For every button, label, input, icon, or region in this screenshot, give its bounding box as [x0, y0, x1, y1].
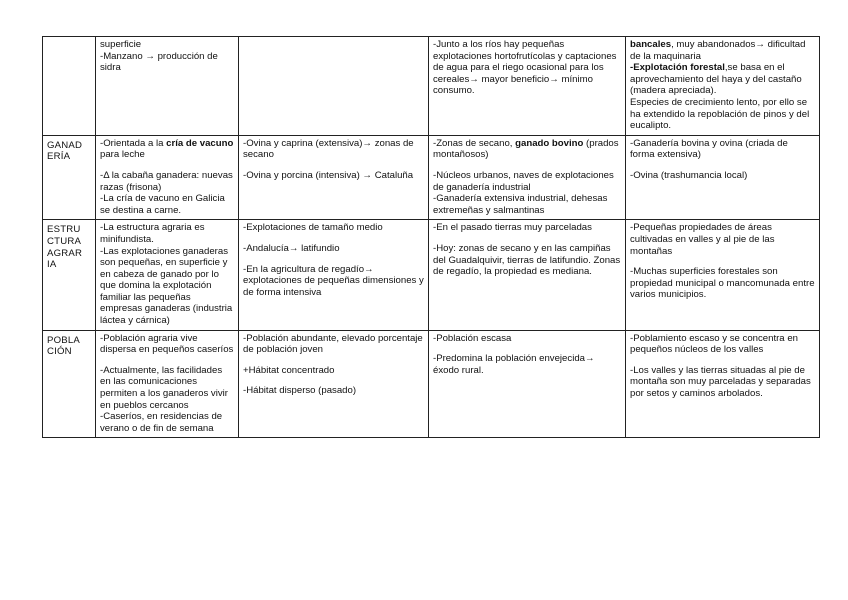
cell-text: -Andalucía→ latifundio: [243, 242, 340, 254]
cell-text: -Pequeñas propiedades de áreas cultivadas en valles y al pie de las montañas: [630, 222, 775, 257]
bold-emphasis: cría de vacuno: [166, 137, 234, 149]
cell-text: -Hábitat disperso (pasado): [243, 385, 357, 397]
cell-text: +Hábitat concentrado: [243, 364, 335, 376]
cell-text: -Actualmente, las facilidades en las comunicaciones permiten a los ganaderos vivir en pueblos cercanos: [100, 364, 228, 411]
cell-text: -Orientada a la cría de vacuno para leche: [100, 137, 234, 161]
cell-text: -Junto a los ríos hay pequeñas explotaciones hortofrutícolas y captaciones de agua para el riego ocasional para los cereales→ mayor beneficio→ mínimo consumo.: [433, 39, 617, 97]
cell-text: -Ovina (trashumancia local): [630, 169, 748, 181]
cell-text: -Ovina y porcina (intensiva) → Cataluña: [243, 169, 414, 181]
cell-text: -Hoy: zonas de secano y en las campiñas del Guadalquivir, tierras de latifundio. Zonas de regadío, la propiedad es mediana.: [433, 242, 621, 278]
comparison-table: [42, 36, 820, 438]
table-row-estructura-agraria: [43, 220, 820, 330]
cell-text: -Las explotaciones ganaderas son pequeñas, en superficie y en cabeza de ganado por lo que domina la explotación familiar las pequeñas empresas ganaderas (industria láctea y cárnica): [100, 245, 233, 327]
row-label-cell: [43, 37, 96, 136]
table-cell: [626, 220, 820, 330]
table-row-ganaderia: [43, 135, 820, 220]
cell-text: superficie: [100, 39, 142, 50]
cell-text: -Los valles y las tierras situadas al pie de montaña son muy parceladas y separadas por setos y caminos arbolados.: [630, 364, 811, 400]
cell-text: Especies de crecimiento lento, por ello se ha extendido la repoblación de pinos y del eucalipto.: [630, 96, 810, 132]
bold-emphasis: bancales: [630, 39, 672, 50]
cell-text: -La estructura agraria es minifundista.: [100, 222, 205, 245]
table-cell: [626, 330, 820, 438]
cell-text: -Ovina y caprina (extensiva)→ zonas de secano: [243, 137, 414, 161]
bold-emphasis: -Explotación forestal: [630, 62, 725, 74]
table-cell: [239, 220, 429, 330]
table-cell: [96, 135, 239, 220]
table-cell: [429, 330, 626, 438]
cell-text: -Ganadería extensiva industrial, dehesas extremeñas y salmantinas: [433, 193, 608, 216]
table-cell: [429, 37, 626, 136]
cell-text: -Núcleos urbanos, naves de explotaciones de ganadería industrial: [433, 169, 614, 193]
table-cell: [96, 330, 239, 438]
table-cell: [96, 220, 239, 330]
cell-text: -Zonas de secano, ganado bovino (prados montañosos): [433, 137, 619, 161]
table-cell: [429, 135, 626, 220]
cell-text: -En la agricultura de regadío→ explotaciones de pequeñas dimensiones y de forma intensiva: [243, 263, 424, 298]
bold-emphasis: ganado bovino: [515, 137, 584, 149]
cell-text: bancales, muy abandonados→ dificultad de la maquinaria: [630, 39, 806, 62]
row-label-estructura-agraria: ESTRU CTURA AGRAR IA: [43, 220, 96, 330]
table-cell: [239, 135, 429, 220]
cell-text: -En el pasado tierras muy parceladas: [433, 222, 592, 234]
cell-text: -Población abundante, elevado porcentaje de población joven: [243, 332, 423, 356]
cell-text: -Población escasa: [433, 332, 512, 344]
table-cell: [429, 220, 626, 330]
cell-text: -Predomina la población envejecida→ éxodo rural.: [433, 353, 595, 376]
cell-text: -Explotaciones de tamaño medio: [243, 222, 383, 234]
table-row-continuation: [43, 37, 820, 136]
cell-text: -La cría de vacuno en Galicia se destina a carne.: [100, 193, 225, 216]
cell-text: -Δ la cabaña ganadera: nuevas razas (frisona): [100, 169, 233, 193]
row-label-poblacion: POBLA CIÓN: [43, 330, 96, 438]
table-cell: [626, 37, 820, 136]
cell-text: -Muchas superficies forestales son propiedad municipal o mancomunada entre varios municipios.: [630, 266, 815, 301]
cell-text: -Manzano → producción de sidra: [100, 50, 218, 74]
cell-text: -Caseríos, en residencias de verano o de fin de semana: [100, 411, 223, 434]
cell-text: -Explotación forestal,se basa en el aprovechamiento del haya y del castaño (madera apreciada).: [630, 62, 802, 97]
table-row-poblacion: [43, 330, 820, 438]
cell-text: -Poblamiento escaso y se concentra en pequeños núcleos de los valles: [630, 332, 798, 356]
table-cell: [239, 37, 429, 136]
cell-text: -Ganadería bovina y ovina (criada de forma extensiva): [630, 137, 788, 161]
table-cell: [239, 330, 429, 438]
table-cell: [96, 37, 239, 136]
cell-text: -Población agraria vive dispersa en pequeños caseríos: [100, 332, 234, 356]
row-label-ganaderia: GANAD ERÍA: [43, 135, 96, 220]
table-cell: [626, 135, 820, 220]
